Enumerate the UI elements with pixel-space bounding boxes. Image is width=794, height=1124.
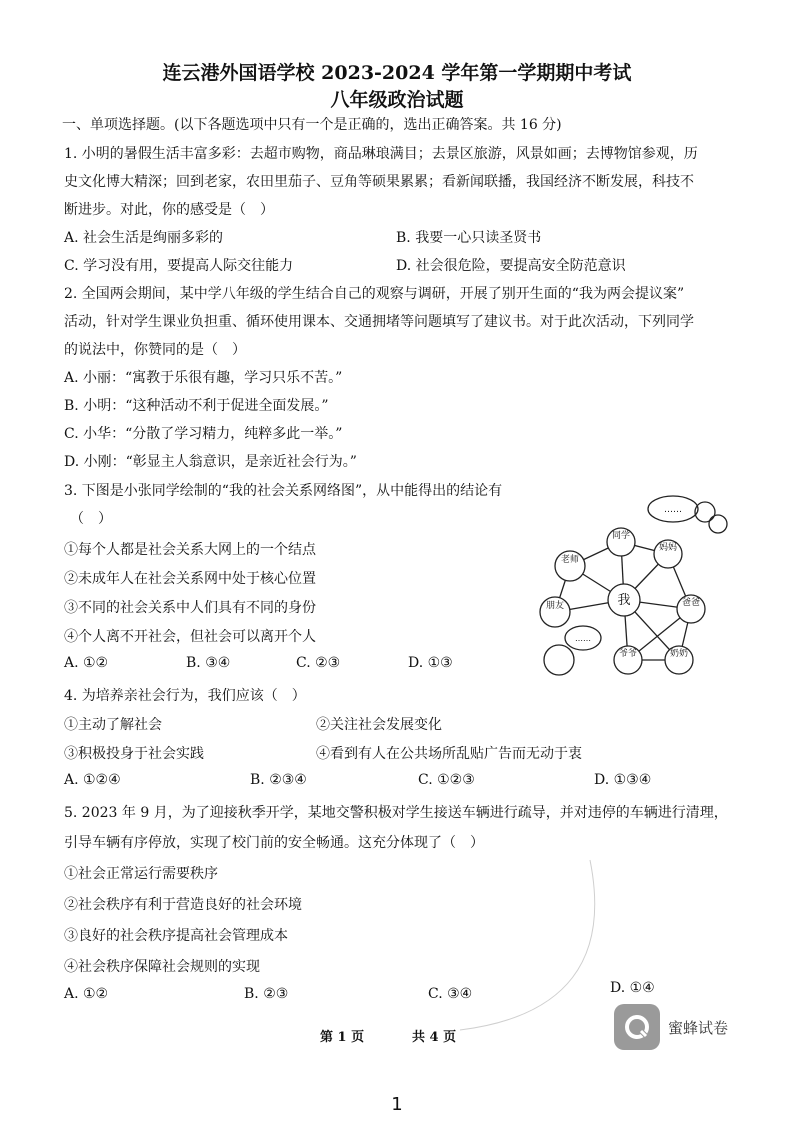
q2-line-3: 的说法中，你赞同的是（ ）	[64, 342, 246, 358]
q4-option-d: D. ①③④	[594, 772, 652, 788]
q2-option-d: D. 小刚：“彰显主人翁意识，是亲近社会行为。”	[64, 454, 357, 470]
node-label: 爸爸	[681, 598, 701, 608]
q1-option-d: D. 社会很危险，要提高安全防范意识	[396, 258, 626, 274]
q4-statement-2: ②关注社会发展变化	[316, 717, 442, 733]
q1-line-2: 史文化博大精深；回到老家，农田里茄子、豆角等硕果累累；看新闻联播，我国经济不断发展，科技不	[64, 174, 694, 190]
bubble-circle	[544, 645, 574, 675]
q5-line-1: 5. 2023 年 9 月，为了迎接秋季开学，某地交警积极对学生接送车辆进行疏导，并对违停的车辆进行清理，	[64, 805, 728, 821]
q4-option-b: B. ②③④	[250, 772, 307, 788]
q3-statement-3: ③不同的社会关系中人们具有不同的身份	[64, 600, 316, 616]
q5-option-d: D. ①④	[610, 980, 655, 996]
q1-line-1: 1. 小明的暑假生活丰富多彩：去超市购物，商品琳琅满目；去景区旅游，风景如画；去博物馆参观，历	[64, 146, 698, 162]
page-indicator: 第 1 页	[320, 1030, 365, 1045]
scan-artifact-arc	[440, 850, 640, 1040]
q3-option-b: B. ③④	[186, 655, 231, 671]
q2-option-b: B. 小明：“这种活动不利于促进全面发展。”	[64, 398, 329, 414]
q1-option-b: B. 我要一心只读圣贤书	[396, 230, 542, 246]
q2-option-c: C. 小华：“分散了学习精力，纯粹多此一举。”	[64, 426, 343, 442]
q2-line-2: 活动，针对学生课业负担重、循环使用课本、交通拥堵等问题填写了建议书。对于此次活动，下列同学	[64, 314, 694, 330]
node-label: 妈妈	[658, 543, 678, 553]
q3-option-c: C. ②③	[296, 655, 341, 671]
social-network-diagram	[528, 488, 728, 688]
bubble-circle	[709, 515, 727, 533]
q4-statement-1: ①主动了解社会	[64, 717, 162, 733]
q5-option-b: B. ②③	[244, 986, 289, 1002]
q4-line: 4. 为培养亲社会行为，我们应该（ ）	[64, 688, 306, 704]
node-label: 同学	[611, 531, 631, 541]
q3-statement-2: ②未成年人在社会关系网中处于核心位置	[64, 571, 316, 587]
q5-statement-3: ③良好的社会秩序提高社会管理成本	[64, 928, 288, 944]
page-number: 1	[391, 1094, 403, 1115]
watermark-logo-icon	[614, 1004, 660, 1050]
watermark	[614, 1004, 728, 1050]
ellipsis-label: ……	[575, 634, 591, 643]
q4-option-a: A. ①②④	[64, 772, 121, 788]
node-label: 奶奶	[669, 649, 689, 659]
ellipsis-label: ……	[664, 505, 682, 515]
total-pages: 共 4 页	[412, 1030, 457, 1045]
q5-option-a: A. ①②	[64, 986, 109, 1002]
q3-statement-1: ①每个人都是社会关系大网上的一个结点	[64, 542, 316, 558]
node-label-me: 我	[617, 593, 631, 608]
q5-option-c: C. ③④	[428, 986, 473, 1002]
q3-line-2: （ ）	[70, 511, 112, 527]
q3-option-d: D. ①③	[408, 655, 453, 671]
q3-statement-4: ④个人离不开社会，但社会可以离开个人	[64, 629, 316, 645]
q5-statement-2: ②社会秩序有利于营造良好的社会环境	[64, 897, 302, 913]
q4-option-c: C. ①②③	[418, 772, 475, 788]
q3-line-1: 3. 下图是小张同学绘制的“我的社会关系网络图”，从中能得出的结论有	[64, 483, 503, 499]
q4-statement-4: ④看到有人在公共场所乱贴广告而无动于衷	[316, 746, 582, 762]
q1-line-3: 断进步。对此，你的感受是（ ）	[64, 202, 274, 218]
exam-subtitle: 八年级政治试题	[330, 89, 464, 111]
q4-statement-3: ③积极投身于社会实践	[64, 746, 204, 762]
section-heading: 一、单项选择题。(以下各题选项中只有一个是正确的，选出正确答案。共 16 分)	[62, 117, 562, 133]
q2-option-a: A. 小丽：“寓教于乐很有趣，学习只乐不苦。”	[64, 370, 343, 386]
watermark-text: 蜜蜂试卷	[668, 1018, 729, 1037]
q3-option-a: A. ①②	[64, 655, 109, 671]
q2-line-1: 2. 全国两会期间，某中学八年级的学生结合自己的观察与调研，开展了别开生面的“我为两会提议案”	[64, 286, 685, 302]
node-label: 朋友	[545, 601, 565, 611]
node-label: 老师	[560, 555, 580, 565]
q1-option-a: A. 社会生活是绚丽多彩的	[64, 230, 224, 246]
exam-title: 连云港外国语学校 2023-2024 学年第一学期期中考试	[162, 62, 632, 84]
q5-statement-4: ④社会秩序保障社会规则的实现	[64, 959, 260, 975]
node-label: 爷爷	[618, 649, 638, 659]
q5-statement-1: ①社会正常运行需要秩序	[64, 866, 218, 882]
q1-option-c: C. 学习没有用，要提高人际交往能力	[64, 258, 294, 274]
q5-line-2: 引导车辆有序停放，实现了校门前的安全畅通。这充分体现了（ ）	[64, 835, 484, 851]
